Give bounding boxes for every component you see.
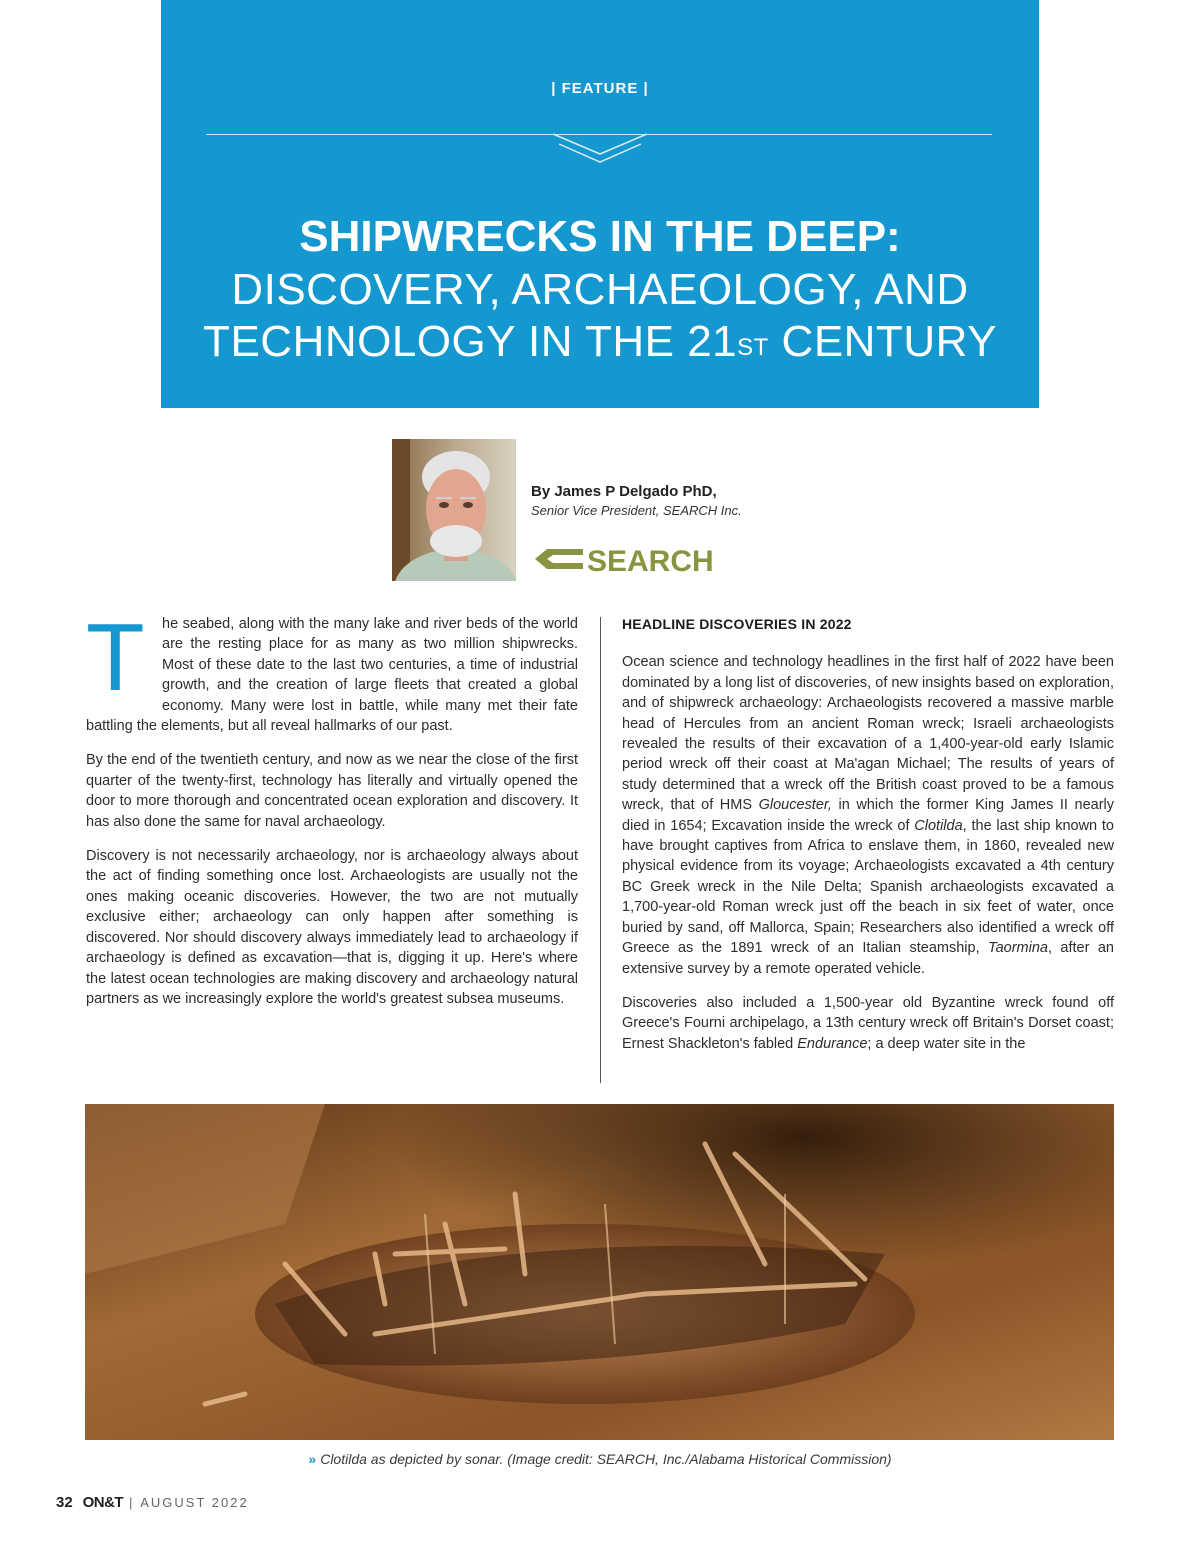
title-line-3-post: CENTURY <box>768 317 997 366</box>
text-run: in which the former King James II nearly died in 1654; Excavation inside the wreck of <box>622 797 1114 834</box>
figure-caption <box>0 1451 1200 1467</box>
drop-cap: T <box>86 604 145 711</box>
body-paragraph-2: By the end of the twentieth century, and now as we near the close of the first quarter of the twenty-first, technology has literally and virtually opened the door to more thorough and concentrated ocean exploration and discovery. It has also done the same for naval archaeology. <box>86 752 578 830</box>
title-superscript: ST <box>737 334 769 361</box>
search-logo <box>533 541 723 577</box>
svg-text:SEARCH: SEARCH <box>587 545 714 577</box>
title-line-1: SHIPWRECKS IN THE DEEP: <box>299 212 901 261</box>
body-paragraph-3: Discovery is not necessarily archaeology, nor is archaeology always about the act of finding something once lost. Archaeologists are usually not the ones making oceanic discoveries. However, the two are not mutually exclusive either; archaeology can only happen after something is discovered. Nor should discovery always immediately lead to archaeology if archaeology is defined as excavation—that is, digging it up. Here's where the latest ocean technologies are making discovery and archaeology natural partners as we increasingly explore the world's greatest subsea museums. <box>86 848 578 1007</box>
ship-name-taormina: Taormina <box>988 940 1048 957</box>
issue-date: AUGUST 2022 <box>140 1495 249 1510</box>
caption-text: Clotilda as depicted by sonar. (Image credit: SEARCH, Inc./Alabama Historical Commission) <box>320 1451 892 1467</box>
title-line-3-pre: TECHNOLOGY IN THE 21 <box>203 317 738 366</box>
text-run: Discoveries also included a 1,500-year old Byzantine wreck found off Greece's Fourni archipelago, a 13th century wreck off Britain's Dorset coast; Ernest Shackleton's fabled <box>622 994 1114 1052</box>
left-column <box>86 604 578 1023</box>
magazine-logo: ON&T <box>82 1494 124 1511</box>
right-column <box>622 614 1114 1068</box>
caption-arrow-icon: » <box>308 1451 317 1467</box>
text-run: ; a deep water site in the <box>867 1035 1026 1052</box>
footer-separator: | <box>128 1495 135 1510</box>
title-line-2: DISCOVERY, ARCHAEOLOGY, AND <box>231 265 969 314</box>
article-title <box>161 210 1039 368</box>
text-run: , after an extensive survey by a remote operated vehicle. <box>622 940 1114 977</box>
section-subhead: HEADLINE DISCOVERIES IN 2022 <box>622 616 852 632</box>
column-divider <box>600 617 601 1083</box>
page-footer <box>56 1494 249 1511</box>
text-run: , the last ship known to have brought captives from Africa to enslave them, in 1860, revealed new physical evidence from its voyage; Archaeologists excavated a 4th century BC Greek wreck in the Nile Delta; Spanish archaeologists excavated a 1,700-year-old Roman wreck just off the beach in six feet of water, once buried by sand, off Mallorca, Spain; Researchers also identified a wreck off Greece as the 1891 wreck of an Italian steamship, <box>622 817 1114 957</box>
discoveries-paragraph-2 <box>622 993 1114 1054</box>
ship-name-clotilda: Clotilda <box>914 817 963 834</box>
text-run: Ocean science and technology headlines in the first half of 2022 have been dominated by a long list of discoveries, of new insights based on exploration, and of shipwreck archaeology: Archaeologists recovered a massive marble head of Hercules from an ancient Roman wreck; Israeli archaeologists revealed the results of their excavation of a 1,400-year-old early Islamic period wreck off their coast at Ma'agan Michael; The results of years of study determined that a wreck off the British coast proved to be a famous wreck, that of HMS <box>622 654 1114 814</box>
ship-name-gloucester: Gloucester, <box>758 797 832 814</box>
intro-paragraph <box>86 604 578 736</box>
byline <box>531 483 742 518</box>
author-photo <box>392 439 516 581</box>
author-name: By James P Delgado PhD, <box>531 483 717 500</box>
discoveries-paragraph-1 <box>622 652 1114 979</box>
title-line-3 <box>161 316 1039 368</box>
author-role: Senior Vice President, SEARCH Inc. <box>531 503 742 518</box>
ship-name-endurance: Endurance <box>797 1035 868 1052</box>
header-banner <box>161 0 1039 408</box>
page-number: 32 <box>56 1494 73 1511</box>
chevron-down-icon <box>553 128 647 168</box>
section-kicker: | FEATURE | <box>551 80 649 97</box>
intro-text: he seabed, along with the many lake and river beds of the world are the resting place for as many as two million shipwrecks. Most of these date to the last two centuries, a time of industrial growth, and the creation of large fleets that created a global economy. Many were lost in battle, while many met their fate battling the elements, but all reveal hallmarks of our past. <box>86 616 578 735</box>
sonar-image <box>85 1104 1114 1440</box>
